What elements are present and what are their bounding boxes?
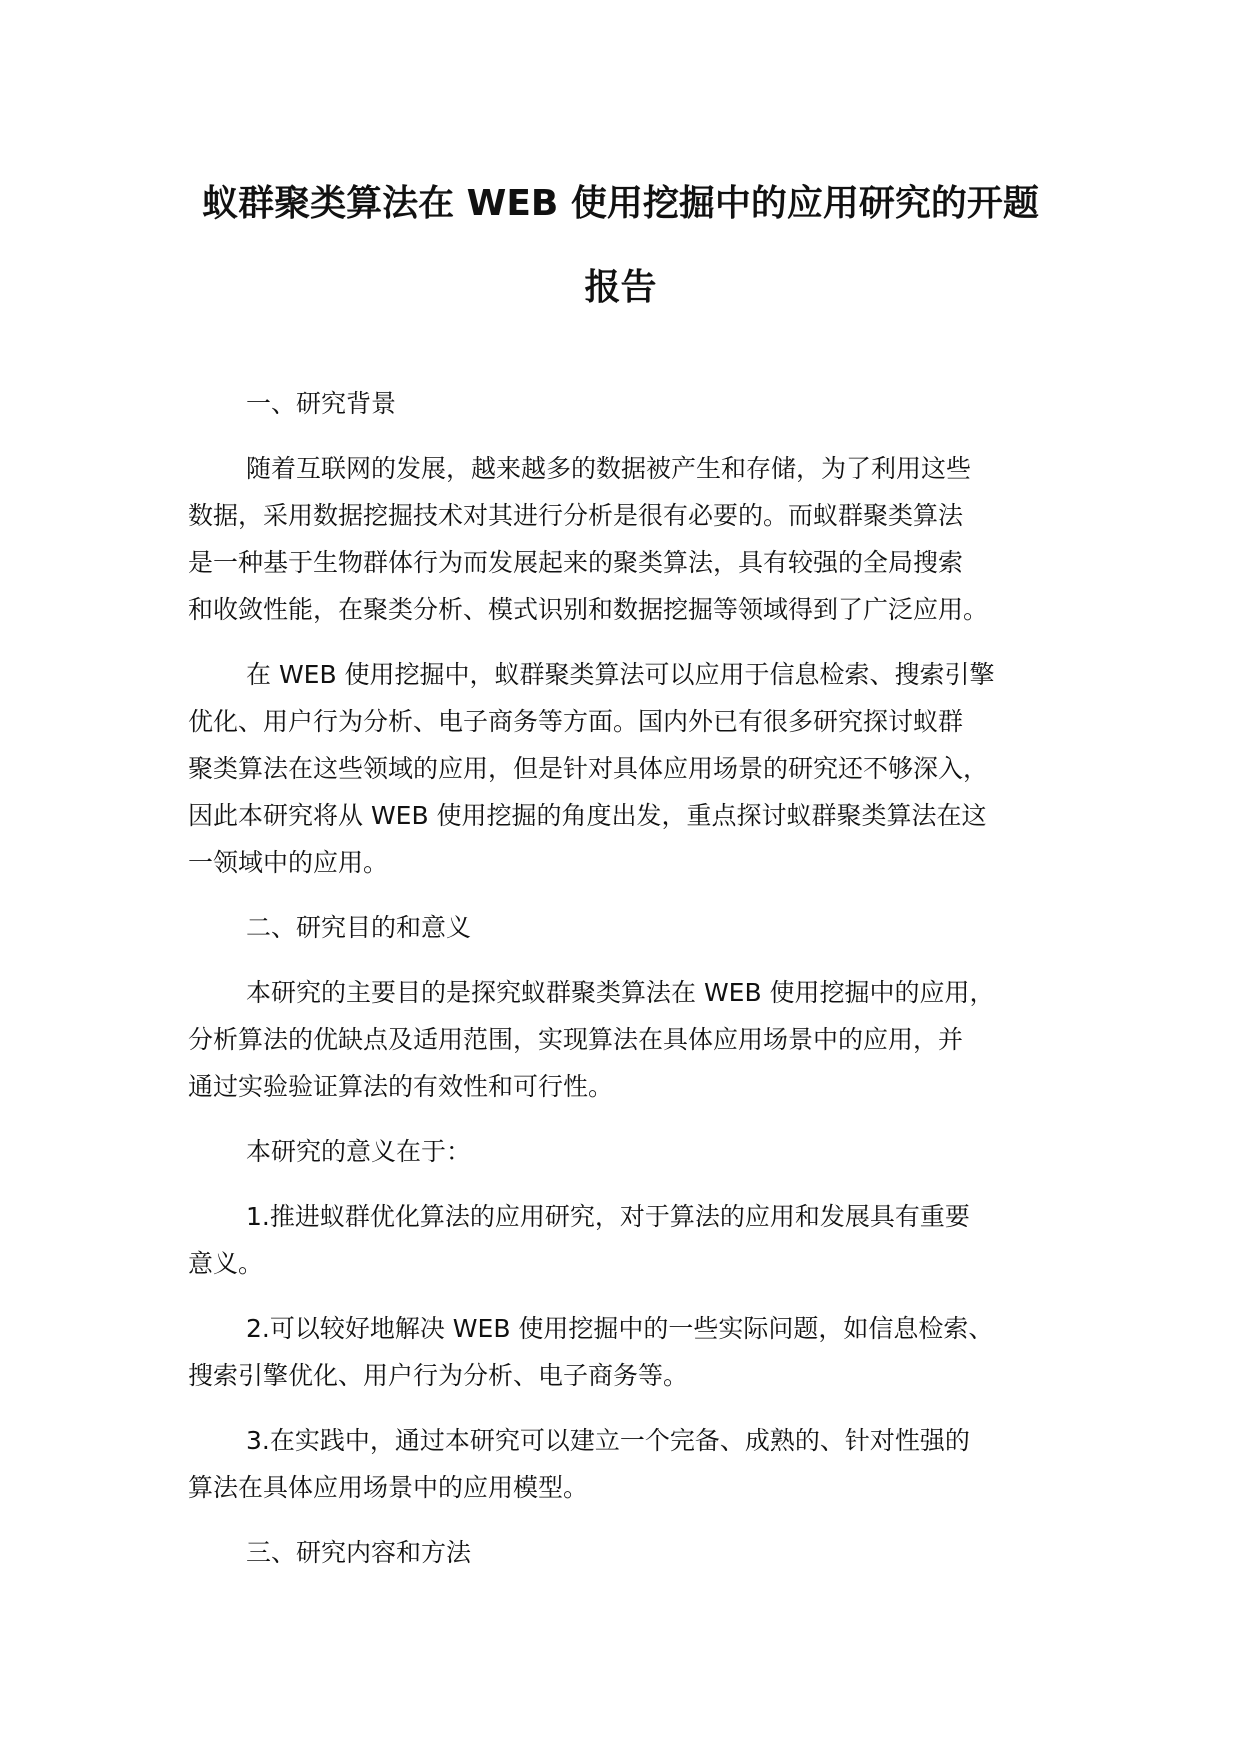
section-heading-content-method: 三、研究内容和方法 <box>246 1538 472 1567</box>
text-line: 通过实验验证算法的有效性和可行性。 <box>188 1072 614 1101</box>
list-item-2 <box>188 1305 1068 1399</box>
document-title-line-2: 报告 <box>584 267 657 308</box>
text-line: 分析算法的优缺点及适用范围，实现算法在具体应用场景中的应用，并 <box>188 1025 964 1054</box>
text-line: 1.推进蚁群优化算法的应用研究，对于算法的应用和发展具有重要 <box>246 1202 970 1231</box>
text-line: 3.在实践中，通过本研究可以建立一个完备、成熟的、针对性强的 <box>246 1426 970 1455</box>
document-title-line-1: 蚁群聚类算法在 WEB 使用挖掘中的应用研究的开题 <box>202 183 1039 224</box>
text-line: 聚类算法在这些领域的应用，但是针对具体应用场景的研究还不够深入， <box>188 754 989 783</box>
text-line: 一领域中的应用。 <box>188 848 389 877</box>
text-line: 随着互联网的发展，越来越多的数据被产生和存储，为了利用这些 <box>246 454 972 483</box>
section-heading-background: 一、研究背景 <box>246 389 397 418</box>
section-heading-purpose: 二、研究目的和意义 <box>246 913 472 942</box>
paragraph-purpose-2 <box>188 1128 1068 1175</box>
text-line: 优化、用户行为分析、电子商务等方面。国内外已有很多研究探讨蚁群 <box>188 707 964 736</box>
text-line: 数据，采用数据挖掘技术对其进行分析是很有必要的。而蚁群聚类算法 <box>188 501 964 530</box>
text-line: 本研究的主要目的是探究蚁群聚类算法在 WEB 使用挖掘中的应用， <box>246 978 995 1007</box>
paragraph-background-1 <box>188 445 1068 633</box>
text-line: 2.可以较好地解决 WEB 使用挖掘中的一些实际问题，如信息检索、 <box>246 1314 994 1343</box>
text-line: 搜索引擎优化、用户行为分析、电子商务等。 <box>188 1361 689 1390</box>
text-line: 算法在具体应用场景中的应用模型。 <box>188 1473 589 1502</box>
paragraph-purpose-1 <box>188 969 1068 1110</box>
text-line: 本研究的意义在于： <box>246 1137 472 1166</box>
text-line: 和收敛性能，在聚类分析、模式识别和数据挖掘等领域得到了广泛应用。 <box>188 595 989 624</box>
paragraph-background-2 <box>188 651 1068 886</box>
document-body <box>188 380 1068 1594</box>
list-item-3 <box>188 1417 1068 1511</box>
text-line: 在 WEB 使用挖掘中，蚁群聚类算法可以应用于信息检索、搜索引擎 <box>246 660 995 689</box>
text-line: 因此本研究将从 WEB 使用挖掘的角度出发，重点探讨蚁群聚类算法在这 <box>188 801 987 830</box>
text-line: 是一种基于生物群体行为而发展起来的聚类算法，具有较强的全局搜索 <box>188 548 964 577</box>
list-item-1 <box>188 1193 1068 1287</box>
text-line: 意义。 <box>188 1249 264 1278</box>
